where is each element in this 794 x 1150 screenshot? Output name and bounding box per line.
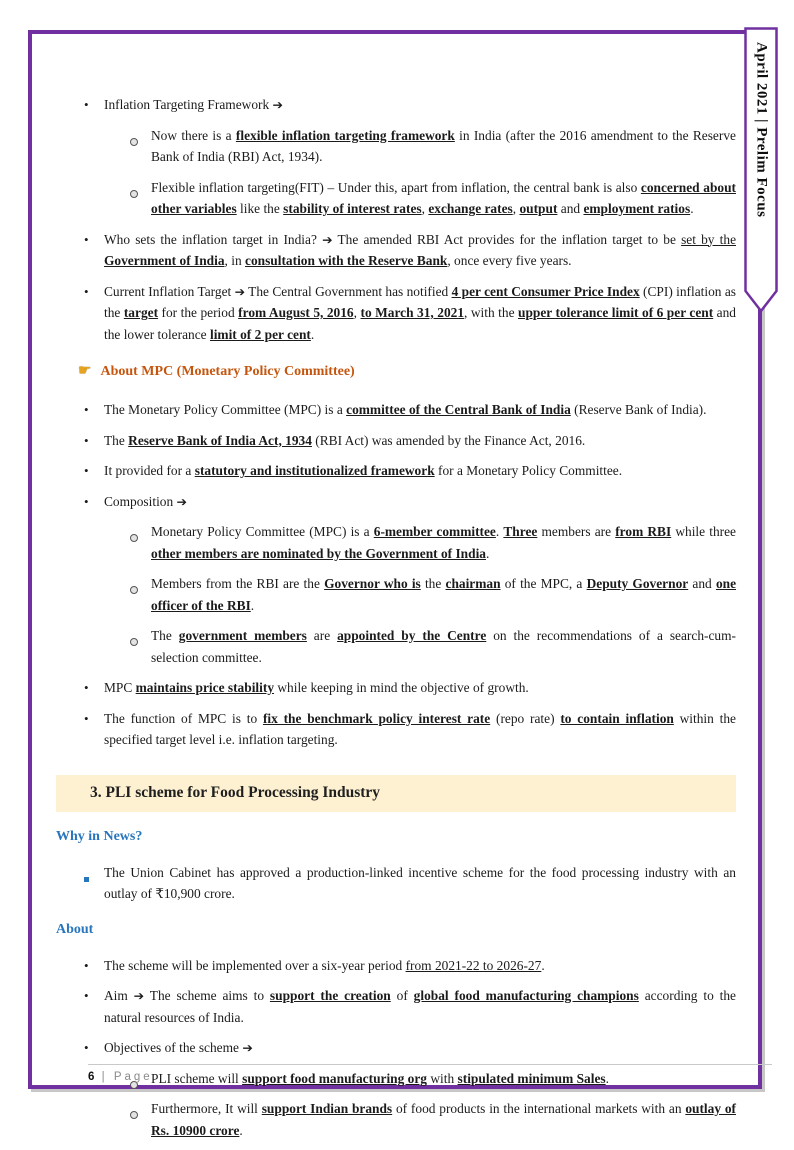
text-segment: Objectives of the scheme — [104, 1040, 243, 1055]
text-segment: Inflation Targeting Framework — [104, 97, 273, 112]
text-segment: employment ratios — [583, 201, 691, 216]
bullet-icon: • — [84, 402, 89, 417]
text-segment: support the creation — [269, 988, 391, 1003]
list-item — [130, 125, 736, 168]
text-segment: 4 per cent Consumer Price Index — [451, 283, 640, 299]
bullet-marker — [84, 94, 104, 116]
text-segment: for the period — [158, 305, 239, 320]
text-segment: Who sets the inflation target in India? — [104, 231, 323, 247]
list-item-text — [104, 985, 736, 1028]
bullet-marker — [130, 125, 151, 168]
bullet-marker — [84, 399, 104, 421]
list-item — [130, 625, 736, 668]
text-segment: PLI scheme will — [151, 1070, 243, 1086]
text-segment: within the specified target level i.e. inflation targeting. — [104, 710, 736, 747]
why-in-news-heading: Why in News? — [56, 828, 143, 844]
page-border — [28, 30, 762, 1138]
list-item-text — [104, 677, 736, 699]
list-item — [84, 229, 736, 272]
text-segment: of food products in the international markets with an — [392, 1101, 686, 1116]
text-segment: The Central Government has notified — [245, 283, 452, 299]
text-segment: The — [151, 628, 179, 643]
text-segment: in India (after the 2016 amendment to the Reserve Bank of India (RBI) Act, 1934). — [151, 127, 736, 164]
list-item-text — [104, 399, 736, 421]
text-segment: . — [605, 1070, 609, 1086]
text-segment: statutory and institutionalized framework — [194, 463, 435, 478]
text-segment: set by the — [681, 231, 737, 247]
list-item-text — [104, 862, 736, 905]
text-segment: support Indian brands — [261, 1101, 393, 1116]
circle-bullet-icon — [130, 638, 138, 646]
list-item — [130, 1098, 736, 1141]
text-segment: (CPI) inflation as the — [104, 283, 736, 320]
bullet-icon: • — [84, 680, 89, 695]
text-segment: the — [420, 576, 446, 591]
circle-bullet-icon — [130, 138, 138, 146]
circle-bullet-icon — [130, 1111, 138, 1119]
text-segment: stipulated minimum Sales — [457, 1070, 606, 1086]
text-segment: members are — [537, 524, 616, 539]
bullet-icon: • — [84, 957, 89, 973]
page-footer — [88, 1064, 772, 1083]
text-segment: . — [495, 524, 504, 539]
list-item — [130, 521, 736, 564]
footer-divider — [88, 1064, 772, 1065]
text-segment: . — [310, 326, 315, 342]
list-item — [84, 94, 736, 116]
text-segment: , — [421, 201, 429, 216]
bullet-marker — [84, 491, 104, 513]
pointing-hand-icon: ☛ — [78, 361, 92, 379]
list-item — [84, 491, 736, 513]
bullet-icon: • — [84, 283, 89, 299]
list-item-text — [151, 625, 736, 668]
text-segment: on the recommendations of a search-cum-selection committee. — [151, 628, 737, 665]
list-item-text — [104, 460, 736, 482]
bullet-marker — [130, 573, 151, 616]
list-item-text — [104, 708, 736, 751]
list-item — [84, 1037, 736, 1059]
text-segment: Members from the RBI are the — [151, 576, 325, 591]
text-segment: target — [123, 305, 159, 320]
text-segment: one officer of the RBI — [151, 576, 737, 613]
text-segment: (Reserve Bank of India). — [570, 402, 707, 417]
text-segment: ➔ — [176, 493, 188, 509]
list-item-text — [104, 1037, 736, 1059]
text-segment: and — [557, 201, 584, 216]
text-segment: The — [104, 432, 129, 448]
text-segment: (RBI Act) was amended by the Finance Act, 2016. — [311, 432, 586, 448]
text-segment: from August 5, 2016 — [238, 305, 354, 320]
text-segment: fix the benchmark policy interest rate — [262, 710, 491, 726]
bullet-icon: • — [84, 432, 89, 448]
ribbon-label: April 2021 | Prelim Focus — [753, 42, 770, 218]
bullet-icon: • — [84, 493, 89, 509]
bullet-marker — [84, 955, 104, 977]
text-segment: The amended RBI Act provides for the inflation target to be — [332, 231, 682, 247]
list-item — [84, 430, 736, 452]
list-item — [84, 862, 736, 905]
text-segment: to contain inflation — [560, 710, 674, 726]
text-segment: Three — [503, 524, 538, 539]
bullet-marker — [84, 281, 104, 346]
text-segment: concerned about other variables — [151, 179, 736, 216]
bullet-marker — [130, 1098, 151, 1141]
bullet-marker — [130, 521, 151, 564]
list-item — [84, 399, 736, 421]
text-segment: Current Inflation Target — [104, 283, 235, 299]
bullet-icon: • — [84, 1040, 89, 1055]
list-item-text — [151, 177, 736, 220]
list-item — [84, 677, 736, 699]
text-segment: chairman — [445, 576, 501, 591]
text-segment: while three — [671, 524, 737, 539]
text-segment: support food manufacturing org — [242, 1070, 428, 1086]
text-segment: from RBI — [615, 524, 672, 539]
text-segment: are — [306, 628, 338, 643]
footer-text — [88, 1071, 772, 1083]
text-segment: global food manufacturing champions — [413, 988, 639, 1003]
text-segment: , — [353, 305, 361, 320]
text-segment: Reserve Bank of India Act, 1934 — [128, 432, 312, 448]
circle-bullet-icon — [130, 190, 138, 198]
text-segment: exchange rates — [428, 201, 513, 216]
bullet-icon: • — [84, 463, 89, 478]
bullet-marker — [84, 862, 104, 905]
list-item-text — [104, 281, 736, 346]
text-segment: The Monetary Policy Committee (MPC) is a — [104, 402, 347, 417]
text-segment: , with the — [464, 305, 518, 320]
text-segment: of — [390, 988, 414, 1003]
text-segment: outlay of Rs. 10900 crore — [151, 1101, 737, 1138]
side-ribbon — [744, 27, 778, 317]
text-segment: ➔ — [234, 283, 246, 299]
document-content — [32, 34, 758, 1150]
blue-square-bullet-icon — [84, 877, 89, 882]
text-segment: ➔ — [133, 988, 145, 1003]
list-item — [84, 985, 736, 1028]
text-segment: . — [486, 545, 490, 561]
text-segment: appointed by the Centre — [337, 628, 487, 643]
text-segment: Monetary Policy Committee (MPC) is a — [151, 524, 374, 539]
text-segment: . — [541, 957, 545, 973]
text-segment: limit of 2 per cent — [209, 326, 311, 342]
list-item-text — [104, 430, 736, 452]
text-segment: from 2021-22 to 2026-27 — [405, 957, 542, 973]
list-item-text — [151, 1098, 736, 1141]
list-item-text — [151, 573, 736, 616]
text-segment: upper tolerance limit of 6 per cent — [518, 305, 714, 320]
section-header-text: 3. PLI scheme for Food Processing Industry — [90, 783, 381, 801]
footer-label: Page — [113, 1071, 153, 1083]
section-3-header — [56, 775, 736, 812]
bullet-icon: • — [84, 710, 89, 726]
bullet-icon: • — [84, 97, 89, 112]
bullet-marker — [84, 708, 104, 751]
text-segment: Government of India — [104, 253, 225, 268]
circle-bullet-icon — [130, 534, 138, 542]
about-heading: About — [56, 921, 94, 937]
heading-text: About MPC (Monetary Policy Committee) — [100, 364, 355, 379]
text-segment: committee of the Central Bank of India — [346, 402, 571, 417]
text-segment: , in — [224, 253, 245, 268]
text-segment: stability of interest rates — [283, 201, 422, 216]
text-segment: . — [250, 597, 255, 613]
text-segment: It provided for a — [104, 463, 195, 478]
bullet-marker — [84, 677, 104, 699]
text-segment: Furthermore, It will — [151, 1101, 262, 1116]
text-segment: government members — [178, 628, 307, 643]
text-segment: to March 31, 2021 — [360, 305, 465, 320]
text-segment: output — [519, 201, 558, 216]
text-segment: while keeping in mind the objective of growth. — [274, 680, 529, 695]
list-item-text — [104, 94, 736, 116]
text-segment: The scheme will be implemented over a six-year period — [104, 957, 406, 973]
text-segment: of the MPC, a — [500, 576, 587, 591]
text-segment: according to the natural resources of India. — [104, 988, 736, 1025]
text-segment: Aim — [104, 988, 134, 1003]
list-item-text — [104, 955, 736, 977]
text-segment: MPC — [104, 680, 136, 695]
text-segment: for a Monetary Policy Committee. — [434, 463, 623, 478]
text-segment: Flexible inflation targeting(FIT) – Under this, apart from inflation, the central bank is also — [151, 179, 641, 195]
text-segment: (repo rate) — [490, 710, 561, 726]
bullet-marker — [130, 177, 151, 220]
text-segment: , — [512, 201, 520, 216]
text-segment: ➔ — [322, 231, 333, 247]
list-item — [84, 955, 736, 977]
mpc-heading — [78, 361, 736, 380]
text-segment: consultation with the Reserve Bank — [245, 253, 448, 268]
text-segment: . — [239, 1122, 243, 1138]
text-segment: with — [427, 1070, 458, 1086]
text-segment: flexible inflation targeting framework — [235, 127, 455, 143]
list-item-text — [104, 229, 736, 272]
list-item-text — [104, 491, 736, 513]
text-segment: The Union Cabinet has approved a production-linked incentive scheme for the food processing industry with an outlay of ₹10,900 crore. — [104, 864, 736, 901]
bullet-icon: • — [84, 988, 89, 1003]
page-number: 6 — [88, 1071, 96, 1083]
text-segment: ➔ — [242, 1040, 253, 1055]
text-segment: Composition — [104, 493, 177, 509]
text-segment: Now there is a — [151, 127, 236, 143]
circle-bullet-icon — [130, 586, 138, 594]
list-item — [84, 281, 736, 346]
footer-separator: | — [101, 1071, 108, 1083]
text-segment: and — [688, 576, 716, 591]
list-item — [84, 460, 736, 482]
list-item — [84, 708, 736, 751]
list-item-text — [151, 125, 736, 168]
list-item-text — [151, 521, 736, 564]
bullet-marker — [84, 1037, 104, 1059]
text-segment: Deputy Governor — [586, 576, 689, 591]
text-segment: and the lower tolerance — [104, 305, 737, 342]
text-segment: , once every five years. — [447, 253, 572, 268]
bullet-marker — [84, 985, 104, 1028]
text-segment: maintains price stability — [135, 680, 275, 695]
text-segment: Governor who is — [324, 576, 421, 591]
list-item — [130, 573, 736, 616]
text-segment: 6-member committee — [373, 524, 496, 539]
text-segment: The function of MPC is to — [104, 710, 263, 726]
text-segment: other members are nominated by the Government of India — [151, 545, 486, 561]
list-item — [130, 177, 736, 220]
bullet-marker — [84, 460, 104, 482]
text-segment: . — [690, 201, 694, 216]
text-segment: ➔ — [272, 97, 283, 112]
bullet-marker — [84, 229, 104, 272]
bullet-marker — [84, 430, 104, 452]
bullet-icon: • — [84, 231, 89, 247]
bullet-marker — [130, 625, 151, 668]
text-segment: The scheme aims to — [144, 988, 270, 1003]
text-segment: like the — [236, 201, 284, 216]
